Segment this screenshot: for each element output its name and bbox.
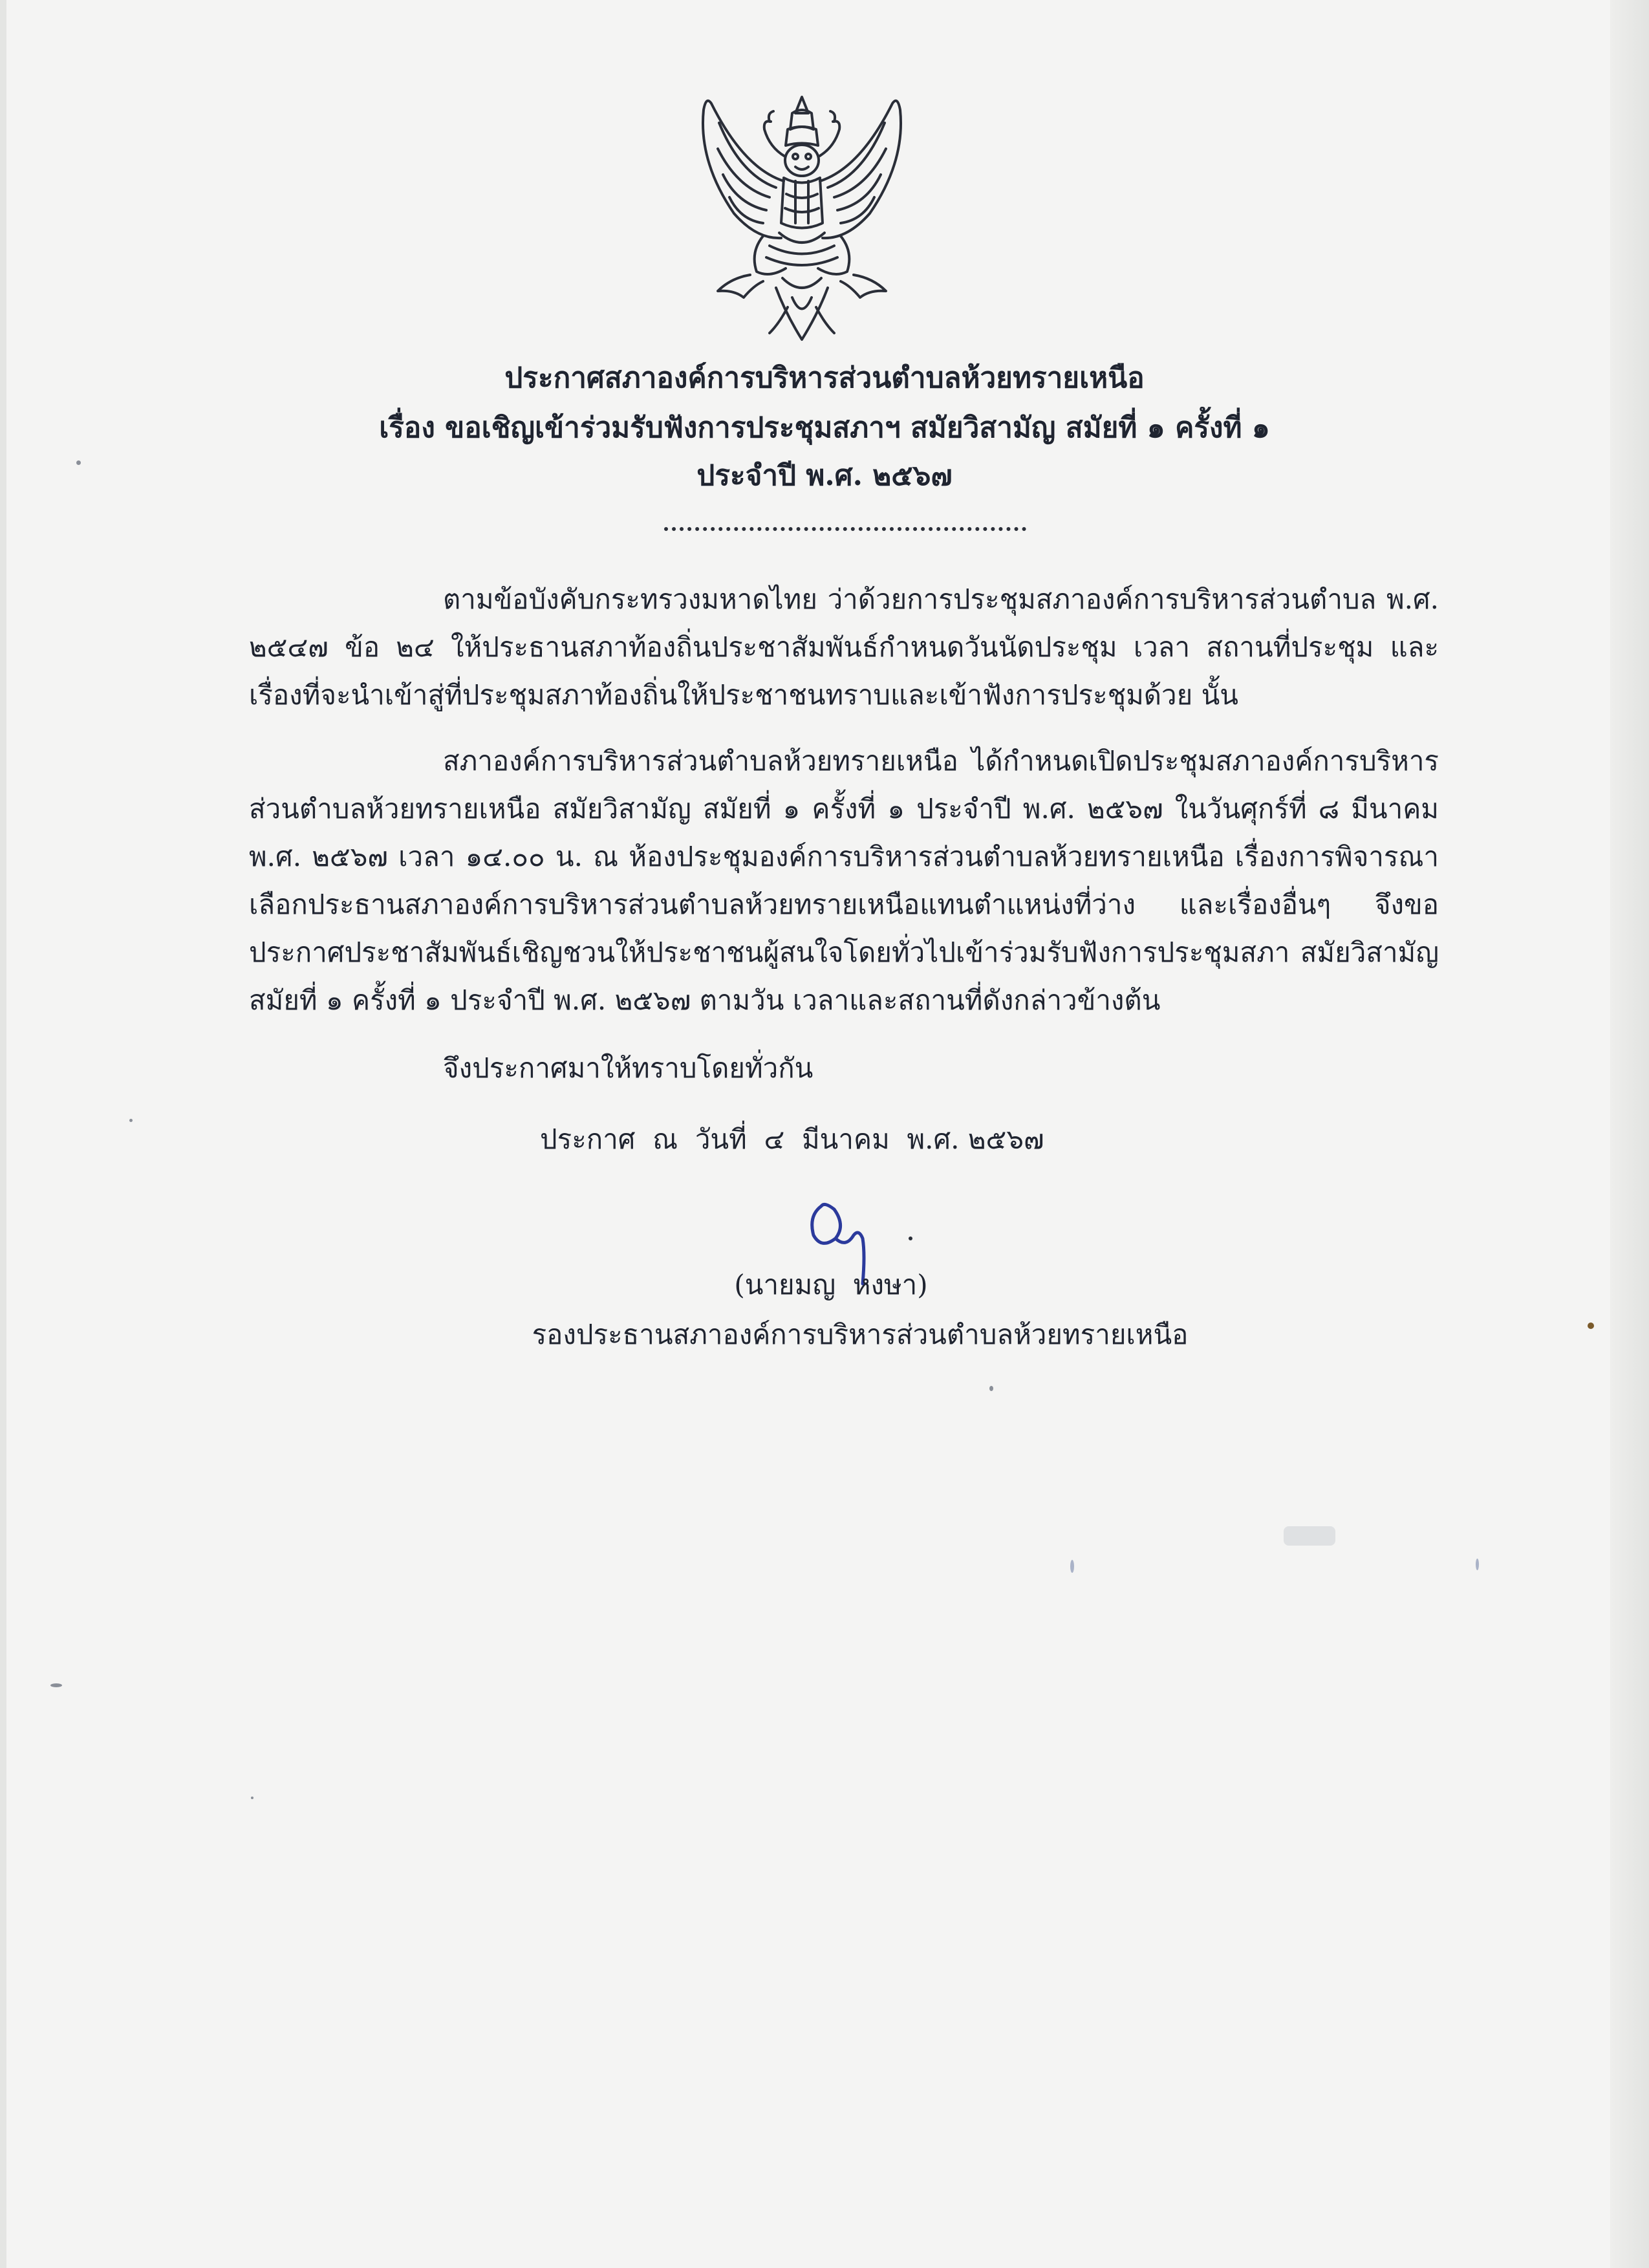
announcement-title: ประกาศสภาองค์การบริหารส่วนตำบลห้วยทรายเหนือ xyxy=(504,362,1145,394)
scan-speck xyxy=(1070,1560,1074,1573)
page-left-edge xyxy=(0,0,6,2268)
announcement-year: ประจำปี พ.ศ. ๒๕๖๗ xyxy=(696,459,953,492)
scan-speck xyxy=(129,1119,133,1122)
dotted-divider xyxy=(664,527,1026,531)
signer-position: รองประธานสภาองค์การบริหารส่วนตำบลห้วยทรายเหนือ xyxy=(532,1319,1189,1350)
body-paragraph-3: จึงประกาศมาให้ทราบโดยทั่วกัน xyxy=(443,1052,814,1084)
body-paragraph-1: ตามข้อบังคับกระทรวงมหาดไทย ว่าด้วยการประชุมสภาองค์การบริหารส่วนตำบล พ.ศ. ๒๕๔๗ ข้อ ๒๔ ให้ประธานสภาท้องถิ่นประชาสัมพันธ์กำหนดวันนัดประชุม เวลา สถานที่ประชุม และเรื่องที่จะนำเข้าสู่ที่ประชุมสภาท้องถิ่นให้ประชาชนทราบและเข้าฟังการประชุมด้วย นั้น xyxy=(249,583,1439,711)
scan-speck xyxy=(50,1683,62,1687)
announcement-date: ประกาศ ณ วันที่ ๔ มีนาคม พ.ศ. ๒๕๖๗ xyxy=(540,1123,1044,1155)
page-right-edge xyxy=(1610,0,1649,2268)
body-paragraph-2: สภาองค์การบริหารส่วนตำบลห้วยทรายเหนือ ได้กำหนดเปิดประชุมสภาองค์การบริหารส่วนตำบลห้วยทรายเหนือ สมัยวิสามัญ สมัยที่ ๑ ครั้งที่ ๑ ประจำปี พ.ศ. ๒๕๖๗ ในวันศุกร์ที่ ๘ มีนาคม พ.ศ. ๒๕๖๗ เวลา ๑๔.๐๐ น. ณ ห้องประชุมองค์การบริหารส่วนตำบลห้วยทรายเหนือ เรื่องการพิจารณาเลือกประธานสภาองค์การบริหารส่วนตำบลห้วยทรายเหนือแทนตำแหน่งที่ว่าง และเรื่องอื่นๆ จึงขอประกาศประชาสัมพันธ์เชิญชวนให้ประชาชนผู้สนใจโดยทั่วไปเข้าร่วมรับฟังการประชุมสภา สมัยวิสามัญ สมัยที่ ๑ ครั้งที่ ๑ ประจำปี พ.ศ. ๒๕๖๗ ตามวัน เวลาและสถานที่ดังกล่าวข้างต้น xyxy=(249,745,1439,1016)
signer-name: (นายมญ หงษา) xyxy=(734,1269,928,1301)
scan-speck xyxy=(76,460,81,465)
scan-speck xyxy=(989,1386,993,1391)
scan-speck xyxy=(1284,1526,1335,1546)
scan-speck xyxy=(1588,1323,1594,1329)
announcement-subject: เรื่อง ขอเชิญเข้าร่วมรับฟังการประชุมสภาฯ สมัยวิสามัญ สมัยที่ ๑ ครั้งที่ ๑ xyxy=(379,411,1270,444)
scan-speck xyxy=(1476,1559,1479,1570)
scan-speck xyxy=(251,1797,253,1799)
garuda-emblem-icon xyxy=(673,84,931,349)
